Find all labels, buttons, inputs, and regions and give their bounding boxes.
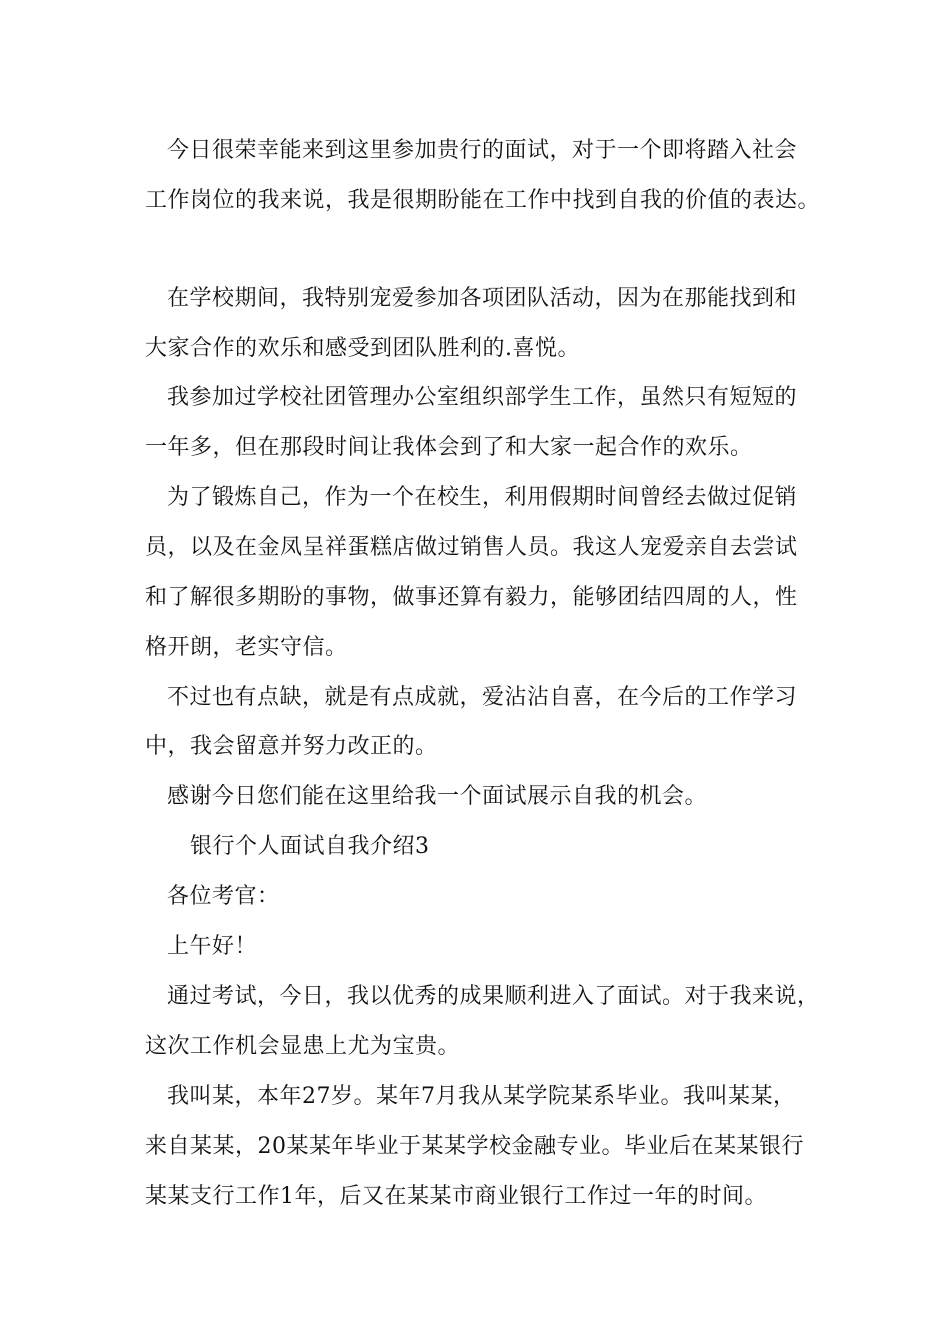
paragraph-line: 我参加过学校社团管理办公室组织部学生工作，虽然只有短短的 (167, 385, 798, 410)
salutation-line: 各位考官： (167, 884, 280, 909)
paragraph-line: 感谢今日您们能在这里给我一个面试展示自我的机会。 (167, 784, 708, 809)
paragraph-line: 员，以及在金凤呈祥蛋糕店做过销售人员。我这人宠爱亲自去尝试 (145, 535, 798, 560)
paragraph-line: 不过也有点缺，就是有点成就，爱沾沾自喜，在今后的工作学习 (167, 685, 798, 710)
paragraph-line: 格开朗，老实守信。 (145, 635, 348, 660)
paragraph-line: 来自某某，20某某年毕业于某某学校金融专业。毕业后在某某银行 (145, 1134, 804, 1159)
paragraph-line: 我叫某，本年27岁。某年7月我从某学院某系毕业。我叫某某， (167, 1084, 796, 1109)
paragraph-line: 一年多，但在那段时间让我体会到了和大家一起合作的欢乐。 (145, 435, 753, 460)
paragraph-line: 中，我会留意并努力改正的。 (145, 734, 438, 759)
paragraph-line: 和了解很多期盼的事物，做事还算有毅力，能够团结四周的人，性 (145, 585, 798, 610)
paragraph-line: 工作岗位的我来说，我是很期盼能在工作中找到自我的价值的表达。 (145, 188, 821, 213)
paragraph-line: 这次工作机会显患上尤为宝贵。 (145, 1034, 461, 1059)
paragraph-line: 大家合作的欢乐和感受到团队胜利的.喜悦。 (145, 336, 580, 361)
paragraph-line: 今日很荣幸能来到这里参加贵行的面试，对于一个即将踏入社会 (167, 138, 798, 163)
paragraph-line: 某某支行工作1年，后又在某某市商业银行工作过一年的时间。 (145, 1184, 767, 1209)
greeting-line: 上午好！ (167, 934, 258, 959)
section-heading: 银行个人面试自我介绍3 (190, 834, 430, 859)
paragraph-line: 在学校期间，我特别宠爱参加各项团队活动，因为在那能找到和 (167, 286, 798, 311)
paragraph-line: 为了锻炼自己，作为一个在校生，利用假期时间曾经去做过促销 (167, 485, 798, 510)
paragraph-line: 通过考试，今日，我以优秀的成果顺利进入了面试。对于我来说， (167, 984, 820, 1009)
